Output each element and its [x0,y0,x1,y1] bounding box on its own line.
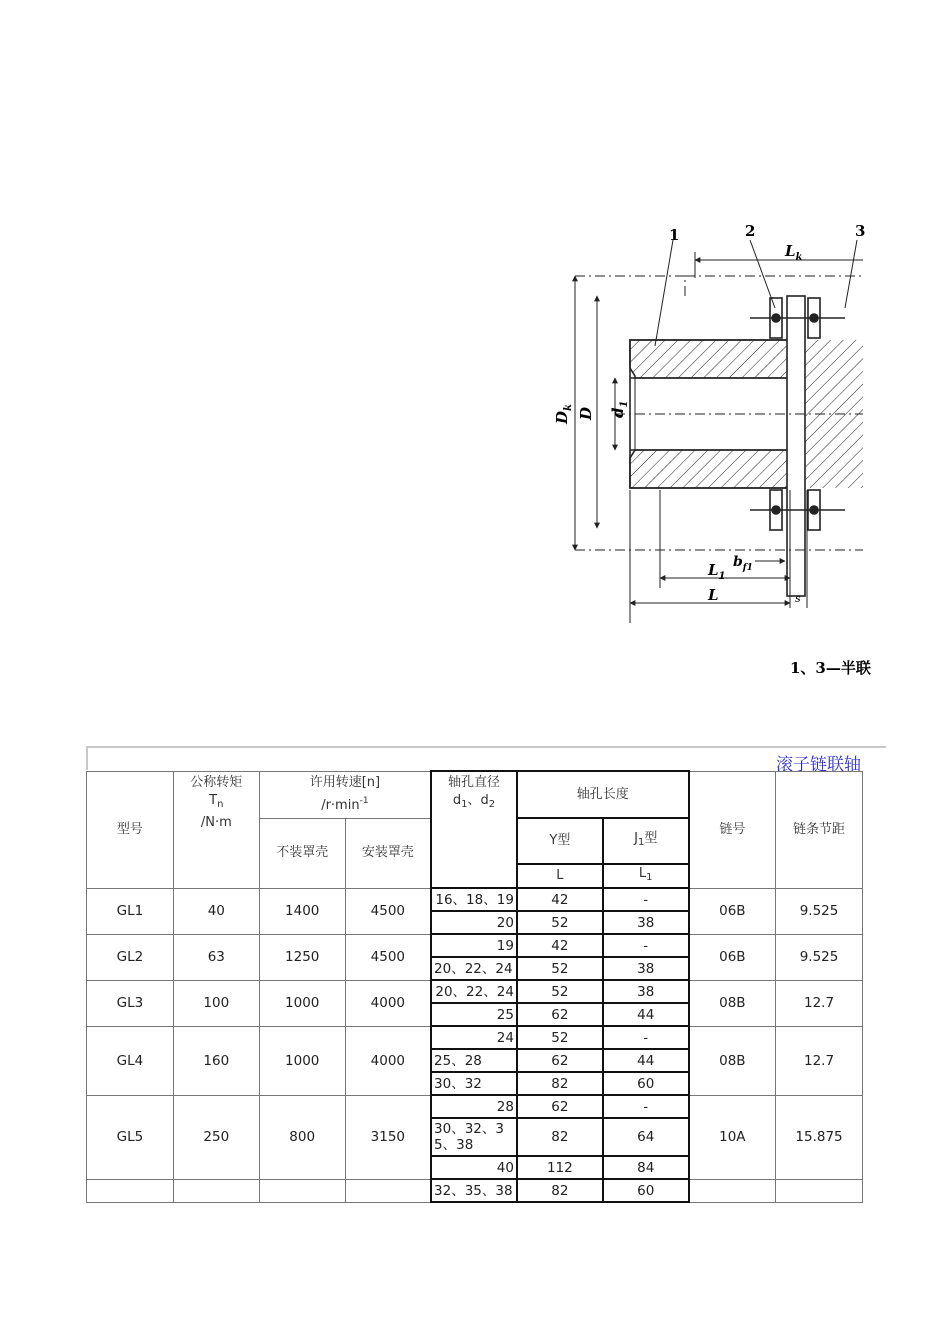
dim-d1: $d_1$ [609,400,630,418]
cell-model: GL5 [87,1095,174,1179]
cell-chain-no: 08B [689,980,776,1026]
cell-pitch: 9.525 [776,888,863,934]
dim-l: L [708,586,719,604]
cell-bore-diameter: 19 [431,934,517,957]
cell-y-length: 62 [517,1003,603,1026]
header-j1-type: $J_1$型 [603,818,689,864]
cell-j1-length: - [603,1026,689,1049]
header-bore-diameter: 轴孔直径 $d_1$、$d_2$ [431,771,517,888]
cell-bore-diameter: 24 [431,1026,517,1049]
cell-torque: 63 [173,934,259,980]
dim-lk: $L_k$ [785,242,803,263]
coupling-drawing [545,218,871,688]
cell-torque: 40 [173,888,259,934]
cell-speed-no-cover: 800 [259,1095,345,1179]
table-row [87,888,863,911]
header-pitch: 链条节距 [776,771,863,888]
header-no-cover: 不装罩壳 [259,818,345,888]
table-row [87,1026,863,1049]
cell-pitch [776,1179,863,1202]
dim-s: s [795,592,801,605]
coupling-spec-table [86,770,863,1203]
cell-bore-diameter: 28 [431,1095,517,1118]
table-title-bar [86,746,886,775]
table-row [87,934,863,957]
cell-speed-no-cover [259,1179,345,1202]
cell-bore-diameter: 30、32 [431,1072,517,1095]
dim-l1: $L_1$ [708,561,726,582]
cell-j1-length: 84 [603,1156,689,1179]
cell-model: GL4 [87,1026,174,1095]
cell-model: GL3 [87,980,174,1026]
figure-caption: 1、3—半联 [790,659,871,677]
cell-j1-length: 60 [603,1072,689,1095]
cell-chain-no: 08B [689,1026,776,1095]
cell-j1-length: 44 [603,1049,689,1072]
cell-bore-diameter: 25 [431,1003,517,1026]
cell-speed-cover: 4000 [345,980,431,1026]
cell-chain-no: 10A [689,1095,776,1179]
table-title-link[interactable]: 滚子链联轴 [776,755,861,775]
cell-pitch: 9.525 [776,934,863,980]
cell-j1-length: 60 [603,1179,689,1202]
cell-torque: 160 [173,1026,259,1095]
header-bore-length: 轴孔长度 [517,771,689,818]
cell-y-length: 82 [517,1118,603,1156]
header-with-cover: 安装罩壳 [345,818,431,888]
cell-speed-no-cover: 1400 [259,888,345,934]
cell-y-length: 52 [517,957,603,980]
cell-y-length: 112 [517,1156,603,1179]
cell-j1-length: - [603,1095,689,1118]
cell-speed-cover: 4500 [345,934,431,980]
cell-j1-length: 38 [603,957,689,980]
cell-y-length: 52 [517,1026,603,1049]
cell-torque: 100 [173,980,259,1026]
cell-speed-no-cover: 1250 [259,934,345,980]
cell-pitch: 12.7 [776,1026,863,1095]
cell-model: GL1 [87,888,174,934]
header-torque: 公称转矩 $T_n$ /N·m [173,771,259,888]
cell-chain-no [689,1179,776,1202]
header-j1-symbol: $L_1$ [603,864,689,888]
cell-torque: 250 [173,1095,259,1179]
cell-pitch: 12.7 [776,980,863,1026]
cell-bore-diameter: 32、35、38 [431,1179,517,1202]
callout-2: 2 [745,222,756,240]
cell-j1-length: - [603,888,689,911]
cell-bore-diameter: 16、18、19 [431,888,517,911]
table-row [87,1179,863,1202]
cell-j1-length: 38 [603,980,689,1003]
cell-speed-no-cover: 1000 [259,980,345,1026]
cell-speed-cover: 4000 [345,1026,431,1095]
cell-y-length: 52 [517,911,603,934]
cell-bore-diameter: 20、22、24 [431,957,517,980]
dim-bf1: $b_{f1}$ [733,554,753,573]
cell-bore-diameter: 25、28 [431,1049,517,1072]
cell-y-length: 82 [517,1072,603,1095]
cell-y-length: 52 [517,980,603,1003]
dim-dk: $D_k$ [553,404,574,424]
cell-chain-no: 06B [689,888,776,934]
table-row [87,1095,863,1118]
cell-pitch: 15.875 [776,1095,863,1179]
header-y-symbol: L [517,864,603,888]
cell-y-length: 82 [517,1179,603,1202]
table-body [87,888,863,1202]
table-row [87,980,863,1003]
coupling-drawing-svg [545,218,871,688]
header-chain-no: 链号 [689,771,776,888]
cell-speed-cover [345,1179,431,1202]
cell-j1-length: - [603,934,689,957]
cell-j1-length: 64 [603,1118,689,1156]
cell-speed-no-cover: 1000 [259,1026,345,1095]
cell-j1-length: 38 [603,911,689,934]
cell-speed-cover: 4500 [345,888,431,934]
cell-model [87,1179,174,1202]
coupling-table-container [86,746,863,1208]
cell-bore-diameter: 20 [431,911,517,934]
cell-y-length: 62 [517,1095,603,1118]
cell-y-length: 42 [517,934,603,957]
callout-3: 3 [855,222,866,240]
cell-j1-length: 44 [603,1003,689,1026]
cell-torque [173,1179,259,1202]
cell-bore-diameter: 40 [431,1156,517,1179]
cell-bore-diameter: 30、32、35、38 [431,1118,517,1156]
cell-speed-cover: 3150 [345,1095,431,1179]
dim-d: D [577,406,595,420]
cell-y-length: 42 [517,888,603,911]
cell-y-length: 62 [517,1049,603,1072]
cell-bore-diameter: 20、22、24 [431,980,517,1003]
cell-chain-no: 06B [689,934,776,980]
header-y-type: Y型 [517,818,603,864]
callout-1: 1 [669,226,680,244]
header-speed: 许用转速[n] $/r\cdot\min^{-1}$ [259,771,431,818]
header-model: 型号 [87,771,174,888]
cell-model: GL2 [87,934,174,980]
